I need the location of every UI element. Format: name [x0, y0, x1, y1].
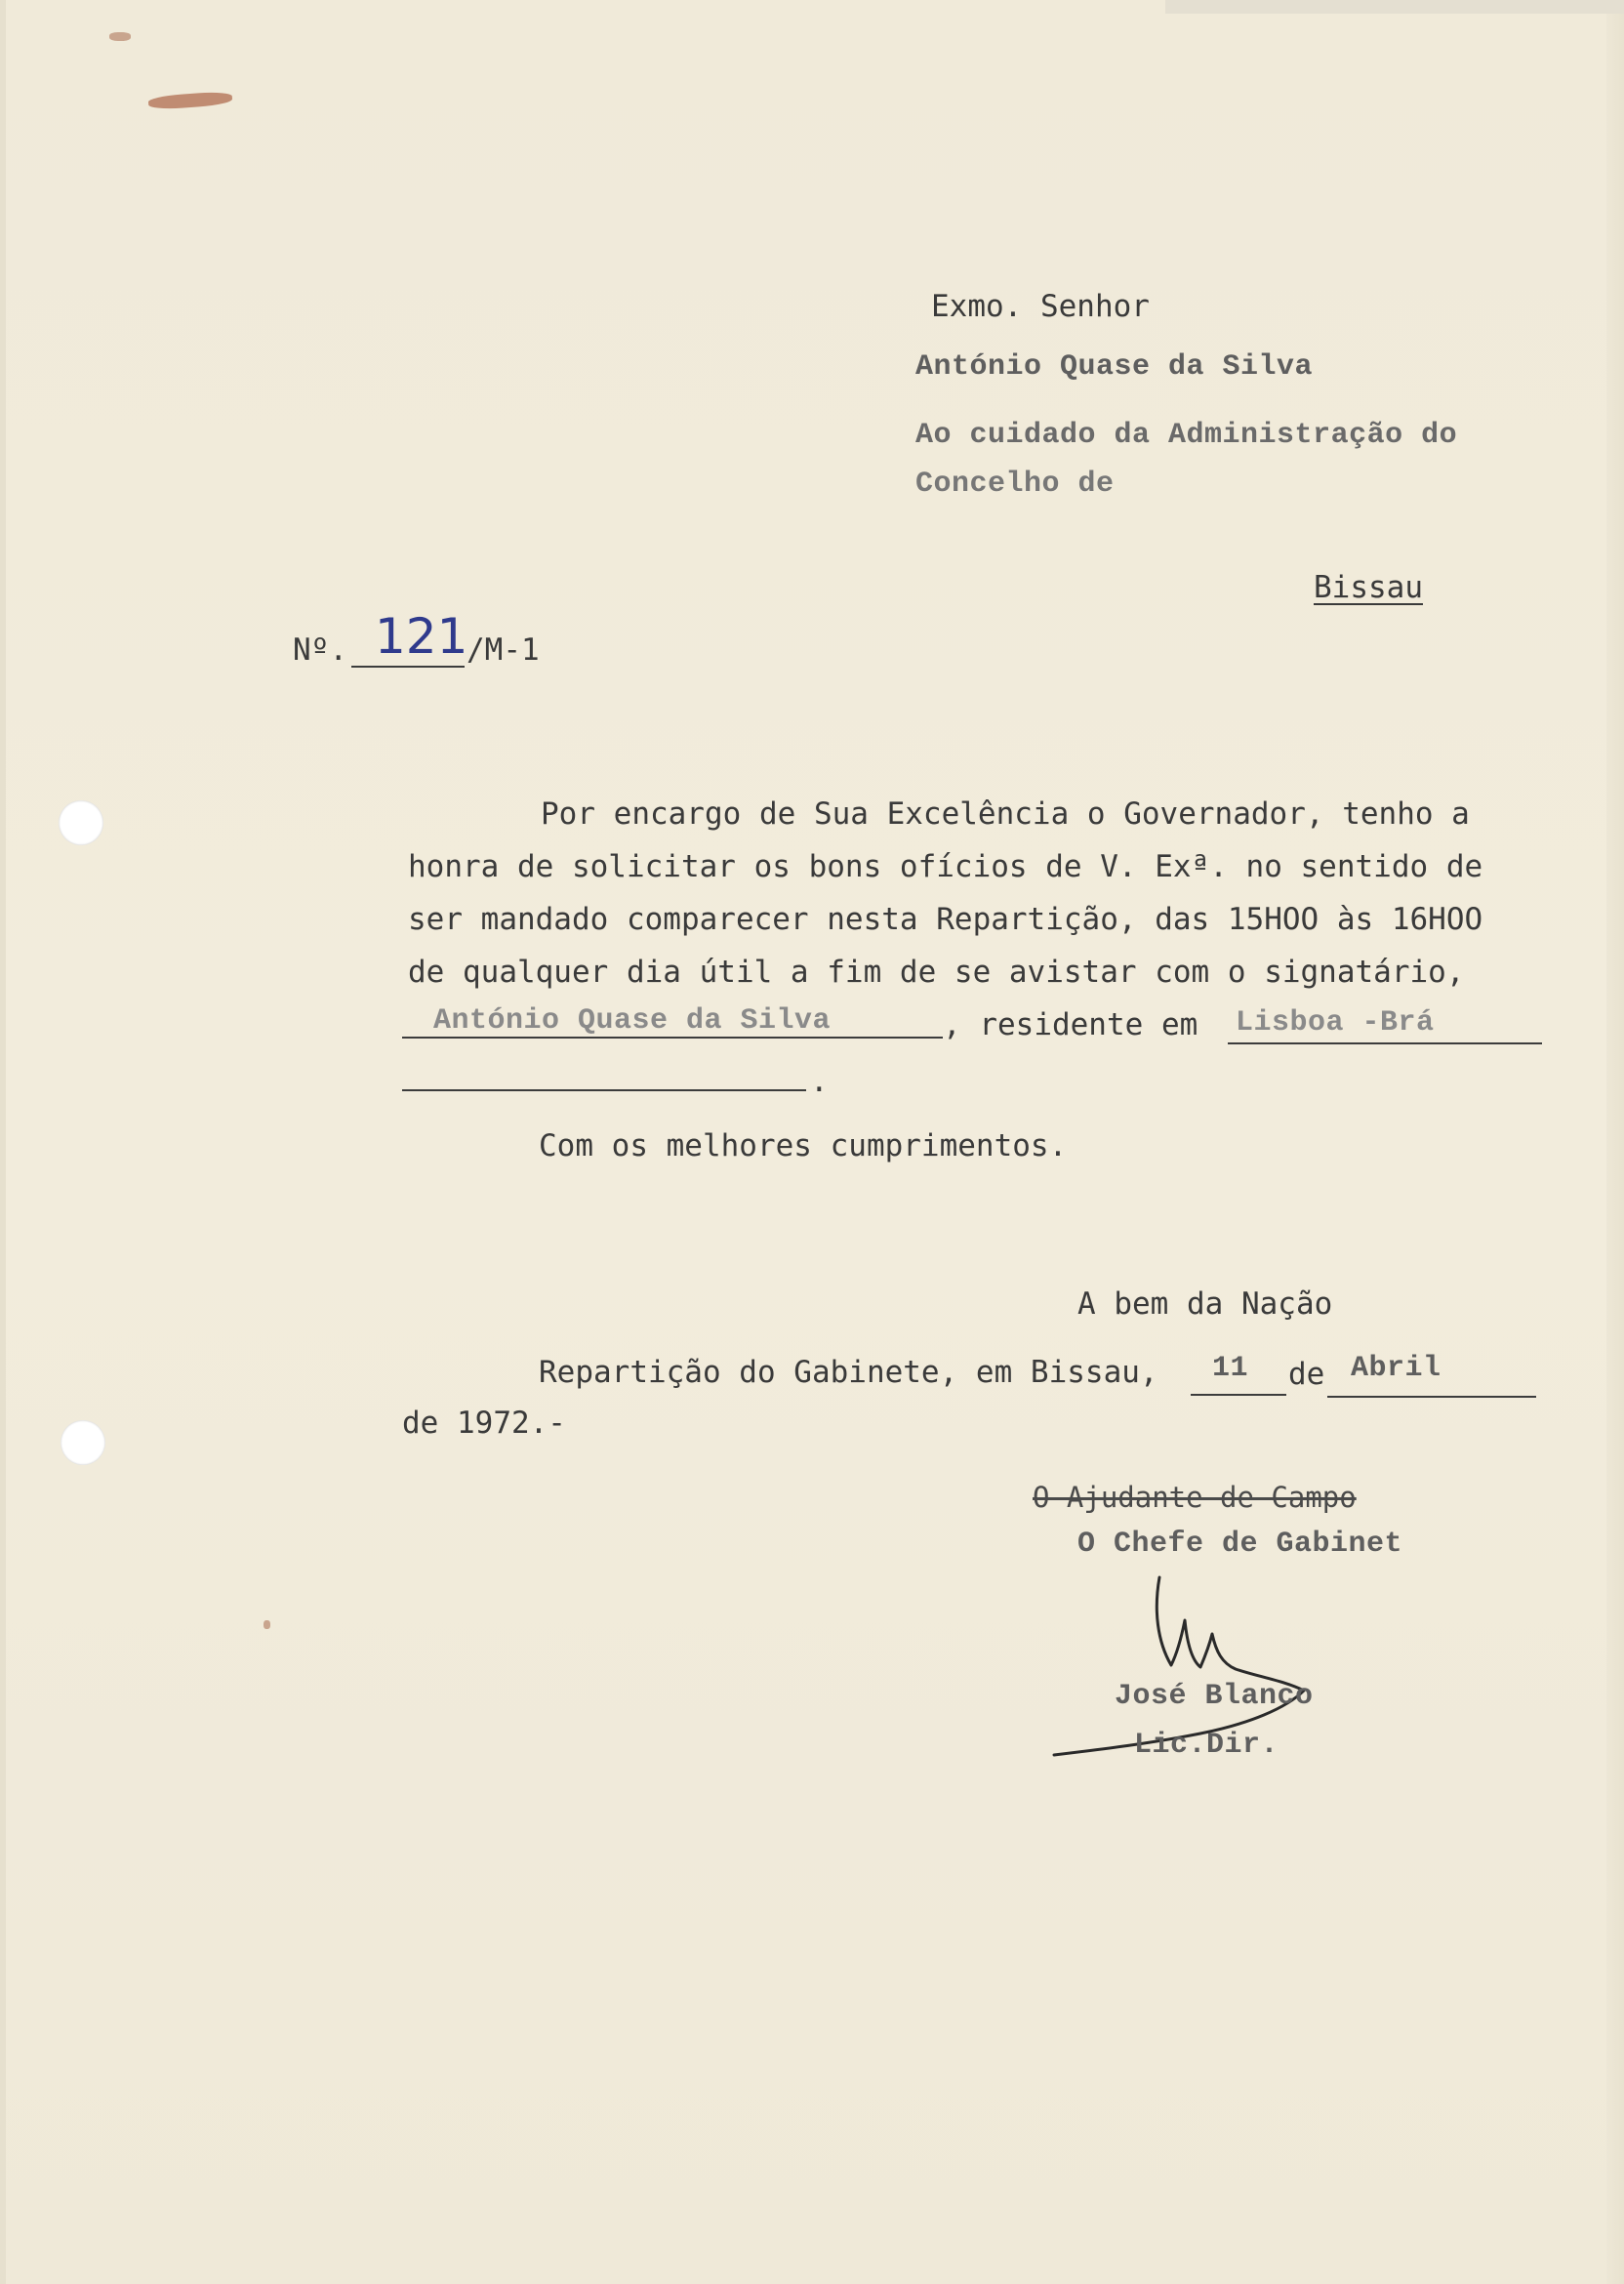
paper-edge-right: [1606, 0, 1624, 2284]
paper-stain: [148, 91, 233, 110]
body-line-1: Por encargo de Sua Excelência o Governador, tenho a: [541, 796, 1470, 832]
place-line: Repartição do Gabinete, em Bissau,: [539, 1355, 1158, 1390]
punch-hole-lower: [61, 1420, 105, 1465]
de-label: de: [1288, 1357, 1325, 1392]
reference-prefix: Nº.: [293, 632, 347, 668]
punch-hole-upper: [59, 800, 103, 845]
month-line: [1327, 1396, 1536, 1398]
reference-suffix: /M-1: [467, 632, 540, 668]
residence-line: [1228, 1042, 1542, 1044]
paper-stain: [264, 1620, 270, 1629]
recipient-city: Bissau: [1314, 570, 1423, 605]
recipient-name: António Quase da Silva: [915, 350, 1314, 384]
struck-title: O Ajudante de Campo: [1033, 1481, 1357, 1514]
office-title: O Chefe de Gabinet: [1077, 1528, 1403, 1561]
body-line-3: ser mandado comparecer nesta Repartição, das 15HOO às 16HOO: [408, 902, 1483, 937]
day-line: [1191, 1394, 1286, 1396]
residence-value: Lisboa -Brá: [1236, 1006, 1435, 1040]
paper-fold-top: [1165, 0, 1624, 14]
body-line-4: de qualquer dia útil a fim de se avistar com o signatário,: [408, 955, 1465, 990]
reference-number-handwritten: 121: [375, 608, 468, 665]
motto: A bem da Nação: [1077, 1286, 1333, 1322]
care-of-line-1: Ao cuidado da Administração do: [915, 419, 1458, 452]
year-line: de 1972.-: [402, 1406, 566, 1441]
paper-stain: [109, 32, 131, 41]
person-name: António Quase da Silva: [433, 1004, 832, 1038]
care-of-line-2: Concelho de: [915, 468, 1115, 501]
date-month: Abril: [1351, 1352, 1441, 1385]
date-day: 11: [1212, 1352, 1249, 1385]
body-line-2: honra de solicitar os bons ofícios de V. Exª. no sentido de: [408, 849, 1483, 884]
salutation: Exmo. Senhor: [931, 289, 1150, 324]
closing-line: Com os melhores cumprimentos.: [539, 1128, 1068, 1163]
paper-edge-left: [0, 0, 6, 2284]
reference-number-line: [351, 666, 465, 668]
signer-degree: Lic.Dir.: [1134, 1729, 1279, 1762]
continuation-line: [402, 1089, 806, 1091]
signer-name: José Blanco: [1115, 1680, 1314, 1713]
body-line-end: .: [810, 1064, 829, 1099]
residence-label: , residente em: [943, 1007, 1198, 1042]
